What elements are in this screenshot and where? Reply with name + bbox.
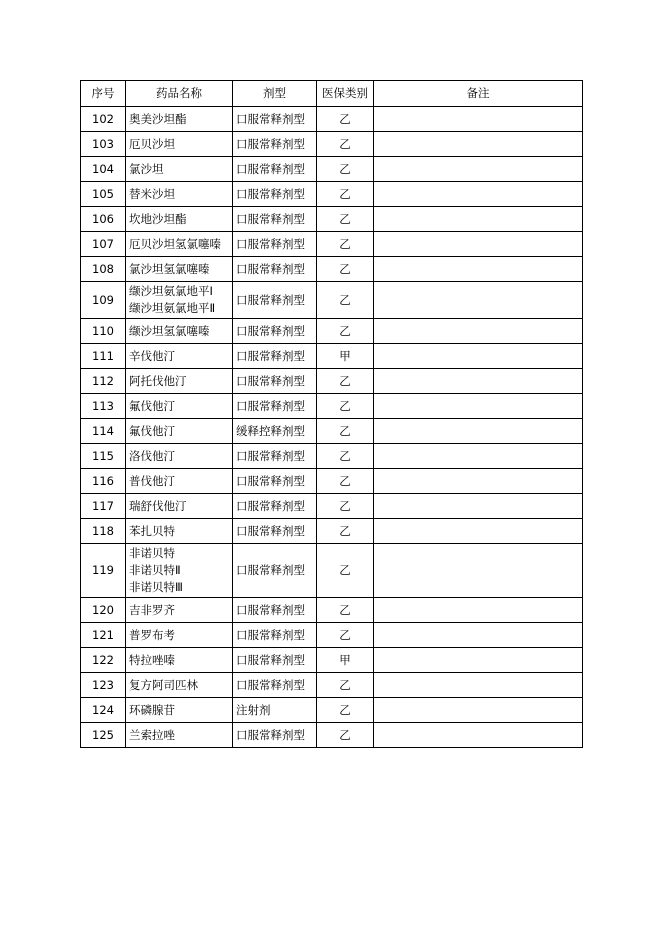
cell-dosage-form: 口服常释剂型	[233, 207, 317, 232]
header-insurance-category: 医保类别	[317, 81, 374, 107]
cell-insurance-category: 乙	[317, 157, 374, 182]
cell-serial-number: 122	[81, 648, 126, 673]
table-row	[81, 394, 583, 419]
drug-name-line: 普罗布考	[129, 627, 175, 642]
table-row	[81, 319, 583, 344]
cell-remarks	[374, 319, 583, 344]
table-row	[81, 469, 583, 494]
cell-insurance-category: 乙	[317, 419, 374, 444]
cell-insurance-category: 乙	[317, 207, 374, 232]
cell-remarks	[374, 444, 583, 469]
drug-name-line: 缬沙坦氨氯地平Ⅰ	[129, 284, 213, 298]
cell-serial-number: 112	[81, 369, 126, 394]
drug-name-line: 奥美沙坦酯	[129, 111, 187, 126]
cell-dosage-form: 口服常释剂型	[233, 282, 317, 319]
drug-name-line: 氯沙坦	[129, 161, 164, 176]
drug-name-line: 辛伐他汀	[129, 348, 175, 363]
cell-insurance-category: 乙	[317, 182, 374, 207]
cell-insurance-category: 乙	[317, 469, 374, 494]
table-row	[81, 673, 583, 698]
cell-drug-name	[126, 469, 233, 494]
cell-dosage-form: 口服常释剂型	[233, 598, 317, 623]
cell-dosage-form: 口服常释剂型	[233, 319, 317, 344]
cell-serial-number: 113	[81, 394, 126, 419]
cell-remarks	[374, 132, 583, 157]
drug-name-line: 缬沙坦氨氯地平Ⅱ	[129, 301, 216, 315]
table-row	[81, 444, 583, 469]
cell-drug-name	[126, 257, 233, 282]
table-row	[81, 623, 583, 648]
drug-name-line: 替米沙坦	[129, 186, 175, 201]
cell-remarks	[374, 544, 583, 598]
cell-serial-number: 108	[81, 257, 126, 282]
cell-dosage-form: 口服常释剂型	[233, 648, 317, 673]
cell-insurance-category: 乙	[317, 107, 374, 132]
cell-serial-number: 114	[81, 419, 126, 444]
table-row	[81, 132, 583, 157]
cell-drug-name	[126, 157, 233, 182]
table-row	[81, 282, 583, 319]
cell-dosage-form: 口服常释剂型	[233, 623, 317, 648]
cell-serial-number: 110	[81, 319, 126, 344]
cell-insurance-category: 乙	[317, 544, 374, 598]
cell-insurance-category: 乙	[317, 519, 374, 544]
cell-remarks	[374, 257, 583, 282]
drug-table	[80, 80, 583, 748]
cell-drug-name	[126, 419, 233, 444]
cell-remarks	[374, 282, 583, 319]
cell-drug-name	[126, 623, 233, 648]
cell-insurance-category: 乙	[317, 698, 374, 723]
cell-drug-name	[126, 519, 233, 544]
header-dosage-form: 剂型	[233, 81, 317, 107]
drug-name-line: 缬沙坦氢氯噻嗪	[129, 323, 210, 338]
header-drug-name: 药品名称	[126, 81, 233, 107]
cell-serial-number: 103	[81, 132, 126, 157]
cell-drug-name	[126, 723, 233, 748]
cell-remarks	[374, 419, 583, 444]
cell-dosage-form: 口服常释剂型	[233, 394, 317, 419]
cell-drug-name	[126, 207, 233, 232]
cell-serial-number: 106	[81, 207, 126, 232]
cell-insurance-category: 乙	[317, 369, 374, 394]
cell-insurance-category: 甲	[317, 648, 374, 673]
cell-insurance-category: 乙	[317, 723, 374, 748]
drug-name-line: 阿托伐他汀	[129, 373, 187, 388]
table-row	[81, 419, 583, 444]
cell-drug-name	[126, 673, 233, 698]
cell-remarks	[374, 344, 583, 369]
cell-serial-number: 109	[81, 282, 126, 319]
cell-insurance-category: 乙	[317, 394, 374, 419]
cell-drug-name	[126, 344, 233, 369]
cell-insurance-category: 甲	[317, 344, 374, 369]
cell-serial-number: 116	[81, 469, 126, 494]
cell-insurance-category: 乙	[317, 319, 374, 344]
cell-drug-name	[126, 232, 233, 257]
cell-insurance-category: 乙	[317, 232, 374, 257]
cell-dosage-form: 缓释控释剂型	[233, 419, 317, 444]
cell-serial-number: 117	[81, 494, 126, 519]
cell-remarks	[374, 369, 583, 394]
cell-remarks	[374, 207, 583, 232]
cell-remarks	[374, 519, 583, 544]
drug-name-line: 坎地沙坦酯	[129, 211, 187, 226]
cell-dosage-form: 口服常释剂型	[233, 369, 317, 394]
cell-drug-name	[126, 698, 233, 723]
drug-name-line: 非诺贝特Ⅱ	[129, 563, 181, 577]
cell-remarks	[374, 723, 583, 748]
cell-serial-number: 121	[81, 623, 126, 648]
drug-name-line: 厄贝沙坦	[129, 136, 175, 151]
cell-drug-name	[126, 107, 233, 132]
table-row	[81, 257, 583, 282]
cell-drug-name	[126, 132, 233, 157]
cell-remarks	[374, 623, 583, 648]
drug-name-line: 非诺贝特	[129, 546, 175, 560]
cell-insurance-category: 乙	[317, 673, 374, 698]
table-row	[81, 544, 583, 598]
table-row	[81, 723, 583, 748]
table-row	[81, 344, 583, 369]
cell-remarks	[374, 182, 583, 207]
cell-dosage-form: 口服常释剂型	[233, 544, 317, 598]
cell-remarks	[374, 469, 583, 494]
drug-name-line: 瑞舒伐他汀	[129, 498, 187, 513]
cell-drug-name	[126, 182, 233, 207]
drug-name-line: 复方阿司匹林	[129, 677, 198, 692]
cell-drug-name	[126, 444, 233, 469]
cell-serial-number: 118	[81, 519, 126, 544]
header-serial-number: 序号	[81, 81, 126, 107]
cell-remarks	[374, 648, 583, 673]
drug-name-line: 厄贝沙坦氢氯噻嗪	[129, 236, 221, 251]
drug-name-line: 吉非罗齐	[129, 602, 175, 617]
table-body	[81, 107, 583, 748]
cell-serial-number: 111	[81, 344, 126, 369]
drug-name-line: 氟伐他汀	[129, 398, 175, 413]
cell-dosage-form: 口服常释剂型	[233, 232, 317, 257]
cell-serial-number: 102	[81, 107, 126, 132]
cell-drug-name	[126, 494, 233, 519]
drug-name-line: 兰索拉唑	[129, 727, 175, 742]
cell-serial-number: 104	[81, 157, 126, 182]
cell-remarks	[374, 107, 583, 132]
cell-insurance-category: 乙	[317, 494, 374, 519]
cell-dosage-form: 口服常释剂型	[233, 182, 317, 207]
cell-dosage-form: 口服常释剂型	[233, 494, 317, 519]
cell-insurance-category: 乙	[317, 282, 374, 319]
cell-drug-name	[126, 648, 233, 673]
cell-dosage-form: 口服常释剂型	[233, 444, 317, 469]
cell-remarks	[374, 394, 583, 419]
cell-dosage-form: 口服常释剂型	[233, 469, 317, 494]
cell-serial-number: 107	[81, 232, 126, 257]
cell-drug-name	[126, 394, 233, 419]
cell-insurance-category: 乙	[317, 444, 374, 469]
cell-remarks	[374, 494, 583, 519]
drug-name-line: 氟伐他汀	[129, 423, 175, 438]
cell-remarks	[374, 157, 583, 182]
drug-name-line: 苯扎贝特	[129, 523, 175, 538]
drug-name-line: 特拉唑嗪	[129, 652, 175, 667]
cell-serial-number: 125	[81, 723, 126, 748]
cell-insurance-category: 乙	[317, 132, 374, 157]
table-row	[81, 157, 583, 182]
drug-name-line: 非诺贝特Ⅲ	[129, 580, 183, 594]
drug-name-line: 普伐他汀	[129, 473, 175, 488]
cell-dosage-form: 口服常释剂型	[233, 519, 317, 544]
cell-serial-number: 119	[81, 544, 126, 598]
cell-remarks	[374, 232, 583, 257]
cell-drug-name	[126, 598, 233, 623]
cell-serial-number: 115	[81, 444, 126, 469]
table-row	[81, 232, 583, 257]
table-row	[81, 182, 583, 207]
cell-remarks	[374, 598, 583, 623]
table-row	[81, 207, 583, 232]
cell-serial-number: 120	[81, 598, 126, 623]
table-row	[81, 519, 583, 544]
cell-dosage-form: 口服常释剂型	[233, 132, 317, 157]
table-row	[81, 494, 583, 519]
table-header-row	[81, 81, 583, 107]
cell-remarks	[374, 698, 583, 723]
cell-insurance-category: 乙	[317, 257, 374, 282]
cell-dosage-form: 口服常释剂型	[233, 344, 317, 369]
table-row	[81, 598, 583, 623]
cell-drug-name	[126, 319, 233, 344]
cell-dosage-form: 口服常释剂型	[233, 107, 317, 132]
cell-insurance-category: 乙	[317, 598, 374, 623]
cell-drug-name	[126, 369, 233, 394]
cell-drug-name	[126, 544, 233, 598]
table-row	[81, 698, 583, 723]
table-row	[81, 107, 583, 132]
cell-dosage-form: 口服常释剂型	[233, 673, 317, 698]
cell-serial-number: 123	[81, 673, 126, 698]
drug-name-line: 氯沙坦氢氯噻嗪	[129, 261, 210, 276]
cell-serial-number: 105	[81, 182, 126, 207]
cell-dosage-form: 注射剂	[233, 698, 317, 723]
cell-remarks	[374, 673, 583, 698]
cell-dosage-form: 口服常释剂型	[233, 157, 317, 182]
drug-name-line: 洛伐他汀	[129, 448, 175, 463]
table-row	[81, 369, 583, 394]
cell-drug-name	[126, 282, 233, 319]
cell-serial-number: 124	[81, 698, 126, 723]
cell-dosage-form: 口服常释剂型	[233, 257, 317, 282]
drug-name-line: 环磷腺苷	[129, 702, 175, 717]
cell-dosage-form: 口服常释剂型	[233, 723, 317, 748]
header-remarks: 备注	[374, 81, 583, 107]
table-row	[81, 648, 583, 673]
cell-insurance-category: 乙	[317, 623, 374, 648]
